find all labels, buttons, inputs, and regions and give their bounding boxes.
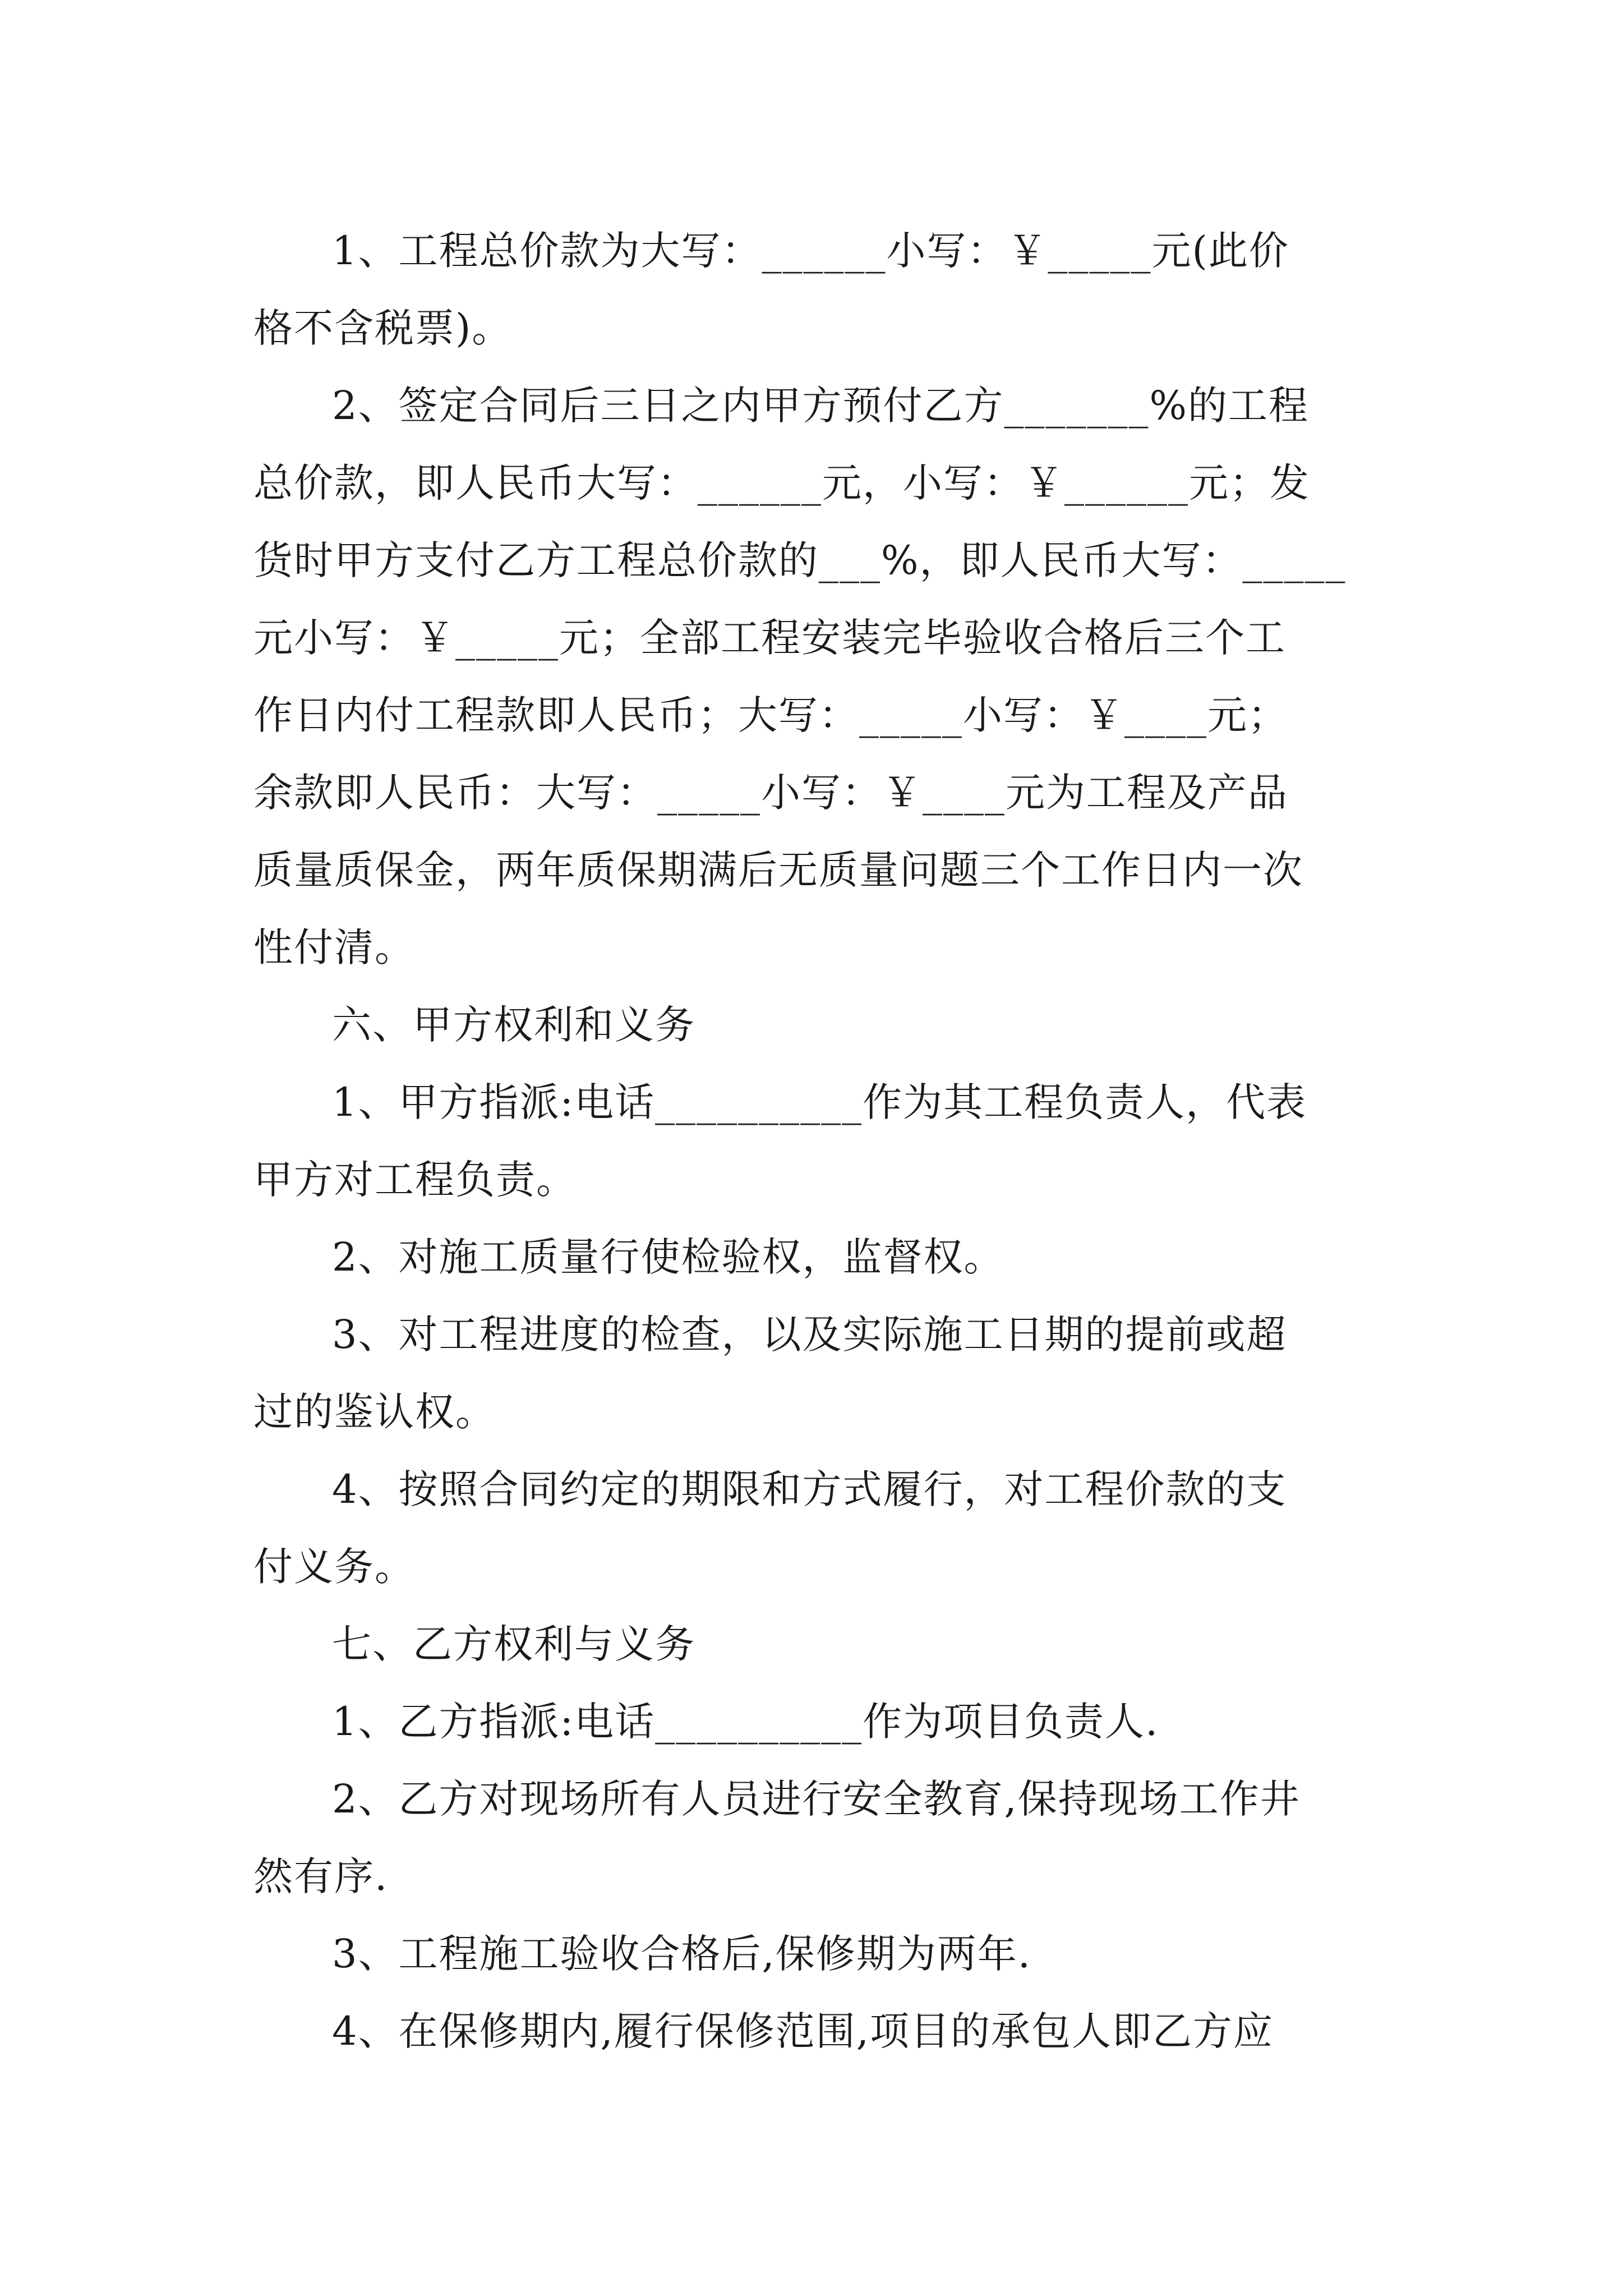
document-body	[253, 212, 1381, 2070]
text-line: 3、对工程进度的检查，以及实际施工日期的提前或超	[332, 1312, 1287, 1358]
text-line: 格不含税票)。	[253, 305, 513, 351]
text-line: 3、工程施工验收合格后,保修期为两年.	[332, 1931, 1032, 1977]
section-heading: 七、乙方权利与义务	[332, 1621, 695, 1667]
text-line: 付义务。	[253, 1544, 415, 1590]
text-line: 质量质保金，两年质保期满后无质量问题三个工作日内一次	[253, 847, 1303, 893]
text-line: 4、在保修期内,履行保修范围,项目的承包人即乙方应	[332, 2008, 1274, 2054]
text-line: 2、签定合同后三日之内甲方预付乙方_______%的工程	[332, 383, 1310, 429]
text-line: 1、乙方指派:电话__________作为项目负责人.	[332, 1699, 1159, 1745]
text-line: 1、甲方指派:电话__________作为其工程负责人，代表	[332, 1079, 1307, 1125]
text-line: 元小写：￥_____元；全部工程安装完毕验收合格后三个工	[253, 615, 1286, 661]
text-line: 过的鉴认权。	[253, 1389, 496, 1435]
text-line: 1、工程总价款为大写：______小写：￥_____元(此价	[332, 228, 1289, 274]
text-line: 2、对施工质量行使检验权，监督权。	[332, 1234, 1004, 1280]
section-heading: 六、甲方权利和义务	[332, 1002, 695, 1048]
text-line: 余款即人民币：大写：_____小写：￥____元为工程及产品	[253, 770, 1288, 816]
text-line: 性付清。	[253, 924, 415, 970]
text-line: 甲方对工程负责。	[253, 1157, 577, 1203]
text-line: 4、按照合同约定的期限和方式履行，对工程价款的支	[332, 1466, 1287, 1512]
text-line: 总价款，即人民币大写：______元，小写：￥______元；发	[253, 460, 1310, 506]
text-line: 然有序.	[253, 1853, 389, 1899]
text-line: 货时甲方支付乙方工程总价款的___%，即人民币大写：_____	[253, 537, 1347, 583]
text-line: 2、乙方对现场所有人员进行安全教育,保持现场工作井	[332, 1776, 1301, 1822]
text-line: 作日内付工程款即人民币；大写：_____小写：￥____元；	[253, 692, 1288, 738]
